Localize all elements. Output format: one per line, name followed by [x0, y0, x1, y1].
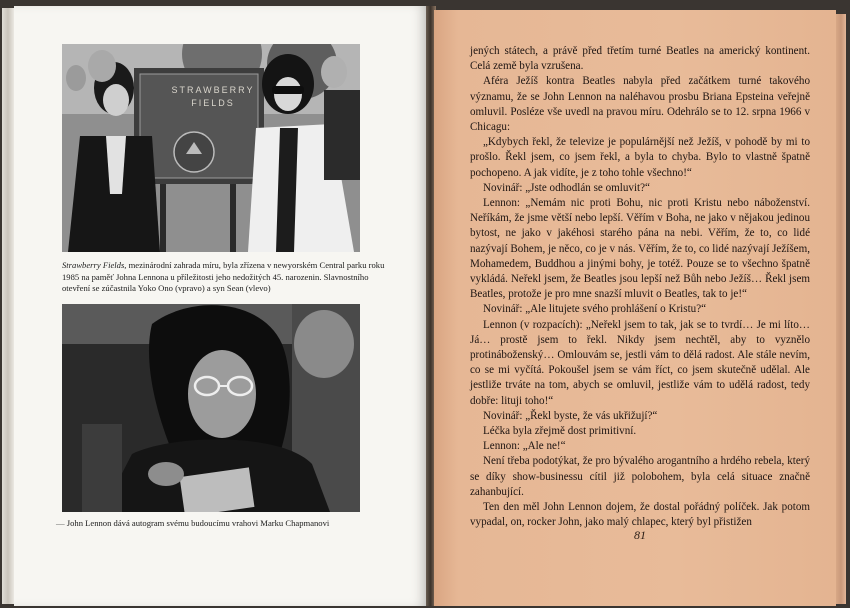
autograph-photo-graphic [62, 304, 360, 512]
paragraph: Aféra Ježíš kontra Beatles nabyla před začátkem turné takového významu, že se John Lennon na naléhavou prosbu Briana Epsteina veřejně omluvil. Posléze vše uvedl na pravou míru. Odehrálo se to 12. srpna 1966 v Chicagu: [470, 75, 810, 134]
paragraph: jených státech, a právě před třetím turné Beatles na americký kontinent. Celá země byla vzrušena. [470, 45, 810, 73]
paragraph: Není třeba podotýkat, že pro bývalého arogantního a hrdého rebela, který se díky show-businessu cítil již polobohem, byla celá situace značně zahanbující. [470, 455, 810, 498]
right-page-text [470, 44, 810, 531]
paragraph: Lennon: „Nemám nic proti Bohu, nic proti Kristu nebo náboženství. Neříkám, že jsme větší nebo lepší. Věřím v Boha, ne jako v nějakou jedinou bytost, ne jako v jakéhosi starého pána na nebi. Věřím, že to, co lidé nazývají Bohem, je něco, co je v nás. Věřím, že to, co lidé nazývají Ježíšem, Mohamedem, Buddhou a jinými bohy, je totéž. Pouze se to všechno špatně vykládá. Neřekl jsem, že Beatles jsou lepší než Bůh nebo Ježíš… Řekl jsem Beatles, protože je pro mne snazší mluvit o Beatles, tak to je!“ [470, 197, 810, 301]
strawberry-fields-photo-graphic [62, 44, 360, 252]
autograph-photo [62, 304, 360, 512]
paragraph: „Kdybych řekl, že televize je populárnější než Ježíš, v pohodě by mi to prošlo. Řekl jsem, co jsem řekl, a byla to chyba. Bylo to vlastně špatně pochopeno. A jak vidíte, je z toho tohle všechno!“ [470, 136, 810, 179]
paragraph: Léčka byla zřejmě dost primitivní. [483, 425, 637, 438]
page-number: 81 [634, 528, 646, 542]
paragraph: Novinář: „Řekl byste, že vás ukřižují?“ [483, 409, 658, 422]
caption-title: Strawberry Fields, [62, 260, 127, 270]
paragraph: Ten den měl John Lennon dojem, že dostal pořádný políček. Jak potom vypadal, on, rocker John, jako malý chlapec, který byl přistižen [470, 501, 810, 529]
paragraph: Novinář: „Ale litujete svého prohlášení o Kristu?“ [483, 303, 707, 316]
right-page-edge [836, 14, 846, 604]
left-page-edge [2, 8, 14, 604]
caption-dash-icon: — [56, 518, 67, 528]
photo-caption-bottom [56, 518, 386, 530]
paragraph: Lennon: „Ale ne!“ [483, 440, 566, 453]
strawberry-fields-photo [62, 44, 360, 252]
paragraph: Lennon (v rozpacích): „Neřekl jsem to tak, jak se to tvrdí… Je mi líto… Já… prostě jsem to řekl. Nikdy jsem nechtěl, aby to vyznělo protináboženský… Omlouvám se, jestli vám to dělá radost. Ale stále nevím, co se mi vyčítá. Pokoušel jsem se vám říct, co jsem skutečně udělal. Ale jestliže trváte na tom, abych se omluvil, jestliže vám to udělá radost, tedy dobře: lituji toho!“ [470, 318, 810, 407]
paragraph: Novinář: „Jste odhodlán se omluvit?“ [483, 181, 650, 194]
sign-lettering: STRAWBERRY FIELDS [171, 85, 255, 108]
caption-body: mezinárodní zahrada míru, byla zřízena v newyorském Central parku roku 1985 na paměť Johna Lennona u příležitosti jeho nedožitých 45. narozenin. Slavnostního otevření se zúčastnila Yoko Ono (vpravo) a syn Sean (vlevo) [62, 260, 385, 294]
photo-caption-top [62, 260, 392, 295]
caption-bottom-text: John Lennon dává autogram svému budoucímu vrahovi Marku Chapmanovi [66, 518, 330, 528]
